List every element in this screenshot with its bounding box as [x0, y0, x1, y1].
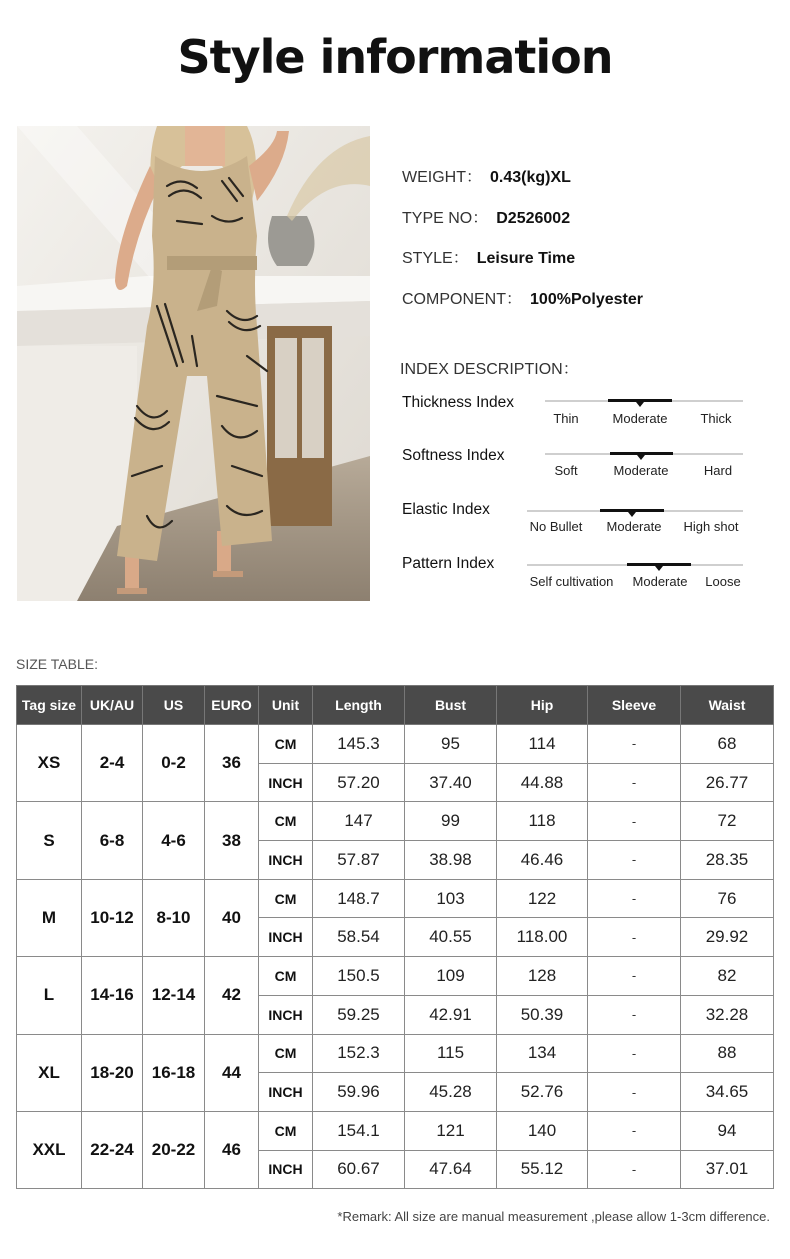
unit-cell: INCH	[259, 995, 313, 1034]
table-row	[17, 879, 774, 918]
us-cell: 4-6	[143, 802, 205, 879]
sleeve-cell: -	[588, 841, 681, 880]
unit-cell: INCH	[259, 1073, 313, 1112]
length-cell: 58.54	[313, 918, 405, 957]
product-photo	[17, 126, 370, 601]
waist-cell: 29.92	[681, 918, 774, 957]
length-cell: 150.5	[313, 957, 405, 996]
waist-cell: 34.65	[681, 1073, 774, 1112]
waist-cell: 28.35	[681, 841, 774, 880]
unit-cell: CM	[259, 725, 313, 764]
length-cell: 145.3	[313, 725, 405, 764]
length-cell: 59.96	[313, 1073, 405, 1112]
model-wearing-jumpsuit-image	[17, 126, 370, 601]
size-table-header	[17, 686, 774, 725]
weight-row	[402, 164, 571, 187]
bust-cell: 99	[405, 802, 497, 841]
waist-cell: 32.28	[681, 995, 774, 1034]
unit-cell: CM	[259, 957, 313, 996]
unit-cell: CM	[259, 802, 313, 841]
euro-cell: 38	[205, 802, 259, 879]
component-row	[402, 286, 643, 309]
bust-cell: 40.55	[405, 918, 497, 957]
component-label: COMPONENT：	[402, 291, 523, 308]
us-cell: 12-14	[143, 957, 205, 1034]
tag-size-cell: XL	[17, 1034, 82, 1111]
weight-value: 0.43(kg)XL	[490, 169, 571, 186]
elastic-right-label: High shot	[683, 519, 739, 534]
waist-cell: 94	[681, 1111, 774, 1150]
table-row	[17, 1034, 774, 1073]
euro-cell: 44	[205, 1034, 259, 1111]
bust-cell: 47.64	[405, 1150, 497, 1189]
hip-cell: 52.76	[497, 1073, 588, 1112]
hip-cell: 114	[497, 725, 588, 764]
table-row	[17, 957, 774, 996]
length-cell: 60.67	[313, 1150, 405, 1189]
header-waist: Waist	[681, 686, 774, 725]
sleeve-cell: -	[588, 725, 681, 764]
hip-cell: 46.46	[497, 841, 588, 880]
waist-cell: 72	[681, 802, 774, 841]
length-cell: 147	[313, 802, 405, 841]
euro-cell: 40	[205, 879, 259, 956]
tag-size-cell: S	[17, 802, 82, 879]
bust-cell: 121	[405, 1111, 497, 1150]
table-row	[17, 725, 774, 764]
elastic-mid-label: Moderate	[606, 519, 662, 534]
length-cell: 59.25	[313, 995, 405, 1034]
style-value: Leisure Time	[476, 250, 576, 267]
thickness-mid-label: Moderate	[612, 411, 668, 426]
sleeve-cell: -	[588, 763, 681, 802]
bust-cell: 37.40	[405, 763, 497, 802]
hip-cell: 122	[497, 879, 588, 918]
uk-au-cell: 18-20	[82, 1034, 143, 1111]
hip-cell: 50.39	[497, 995, 588, 1034]
remark-note: *Remark: All size are manual measurement ,please allow 1-3cm difference.	[337, 1209, 770, 1224]
uk-au-cell: 6-8	[82, 802, 143, 879]
pattern-mid-label: Moderate	[632, 574, 688, 589]
hip-cell: 118	[497, 802, 588, 841]
elastic-left-label: No Bullet	[529, 519, 583, 534]
sleeve-cell: -	[588, 918, 681, 957]
thickness-left-label: Thin	[553, 411, 579, 426]
bust-cell: 45.28	[405, 1073, 497, 1112]
softness-left-label: Soft	[554, 463, 578, 478]
euro-cell: 46	[205, 1111, 259, 1188]
uk-au-cell: 2-4	[82, 725, 143, 802]
header-us: US	[143, 686, 205, 725]
unit-cell: CM	[259, 879, 313, 918]
softness-pointer-icon	[637, 455, 645, 460]
bust-cell: 38.98	[405, 841, 497, 880]
waist-cell: 68	[681, 725, 774, 764]
hip-cell: 118.00	[497, 918, 588, 957]
header-sleeve: Sleeve	[588, 686, 681, 725]
unit-cell: INCH	[259, 841, 313, 880]
hip-cell: 128	[497, 957, 588, 996]
header-length: Length	[313, 686, 405, 725]
softness-index-label: Softness Index	[402, 447, 505, 464]
tag-size-cell: XS	[17, 725, 82, 802]
weight-label: WEIGHT：	[402, 169, 482, 186]
sleeve-cell: -	[588, 802, 681, 841]
type-label: TYPE NO：	[402, 210, 489, 227]
page-title: Style information	[177, 30, 613, 84]
header-tag-size: Tag size	[17, 686, 82, 725]
sleeve-cell: -	[588, 957, 681, 996]
tag-size-cell: L	[17, 957, 82, 1034]
bust-cell: 109	[405, 957, 497, 996]
size-table-title: SIZE TABLE:	[16, 656, 98, 672]
unit-cell: CM	[259, 1111, 313, 1150]
sleeve-cell: -	[588, 1073, 681, 1112]
header-uk-au: UK/AU	[82, 686, 143, 725]
hip-cell: 140	[497, 1111, 588, 1150]
elastic-pointer-icon	[628, 512, 636, 517]
waist-cell: 26.77	[681, 763, 774, 802]
size-table	[16, 685, 774, 1189]
tag-size-cell: M	[17, 879, 82, 956]
unit-cell: INCH	[259, 918, 313, 957]
bust-cell: 115	[405, 1034, 497, 1073]
softness-right-label: Hard	[703, 463, 733, 478]
length-cell: 152.3	[313, 1034, 405, 1073]
header-unit: Unit	[259, 686, 313, 725]
sleeve-cell: -	[588, 879, 681, 918]
pattern-pointer-icon	[655, 566, 663, 571]
waist-cell: 88	[681, 1034, 774, 1073]
length-cell: 148.7	[313, 879, 405, 918]
uk-au-cell: 10-12	[82, 879, 143, 956]
softness-mid-label: Moderate	[613, 463, 669, 478]
unit-cell: INCH	[259, 763, 313, 802]
component-value: 100%Polyester	[530, 291, 643, 308]
thickness-right-label: Thick	[700, 411, 732, 426]
unit-cell: CM	[259, 1034, 313, 1073]
sleeve-cell: -	[588, 1111, 681, 1150]
style-row	[402, 245, 575, 268]
uk-au-cell: 22-24	[82, 1111, 143, 1188]
header-hip: Hip	[497, 686, 588, 725]
thickness-pointer-icon	[636, 402, 644, 407]
hip-cell: 44.88	[497, 763, 588, 802]
length-cell: 154.1	[313, 1111, 405, 1150]
waist-cell: 82	[681, 957, 774, 996]
pattern-left-label: Self cultivation	[529, 574, 614, 589]
us-cell: 20-22	[143, 1111, 205, 1188]
elastic-index-label: Elastic Index	[402, 501, 490, 518]
bust-cell: 103	[405, 879, 497, 918]
pattern-right-label: Loose	[705, 574, 741, 589]
bust-cell: 95	[405, 725, 497, 764]
table-row	[17, 802, 774, 841]
sleeve-cell: -	[588, 1150, 681, 1189]
tag-size-cell: XXL	[17, 1111, 82, 1188]
waist-cell: 76	[681, 879, 774, 918]
euro-cell: 42	[205, 957, 259, 1034]
thickness-index-label: Thickness Index	[402, 394, 514, 411]
style-label: STYLE：	[402, 250, 469, 267]
us-cell: 0-2	[143, 725, 205, 802]
index-description-title: INDEX DESCRIPTION：	[400, 361, 579, 378]
length-cell: 57.87	[313, 841, 405, 880]
waist-cell: 37.01	[681, 1150, 774, 1189]
pattern-index-label: Pattern Index	[402, 555, 495, 572]
type-row	[402, 205, 570, 228]
us-cell: 8-10	[143, 879, 205, 956]
sleeve-cell: -	[588, 1034, 681, 1073]
length-cell: 57.20	[313, 763, 405, 802]
type-value: D2526002	[496, 210, 571, 227]
unit-cell: INCH	[259, 1150, 313, 1189]
bust-cell: 42.91	[405, 995, 497, 1034]
sleeve-cell: -	[588, 995, 681, 1034]
header-bust: Bust	[405, 686, 497, 725]
uk-au-cell: 14-16	[82, 957, 143, 1034]
us-cell: 16-18	[143, 1034, 205, 1111]
hip-cell: 55.12	[497, 1150, 588, 1189]
table-row	[17, 1111, 774, 1150]
header-euro: EURO	[205, 686, 259, 725]
euro-cell: 36	[205, 725, 259, 802]
hip-cell: 134	[497, 1034, 588, 1073]
